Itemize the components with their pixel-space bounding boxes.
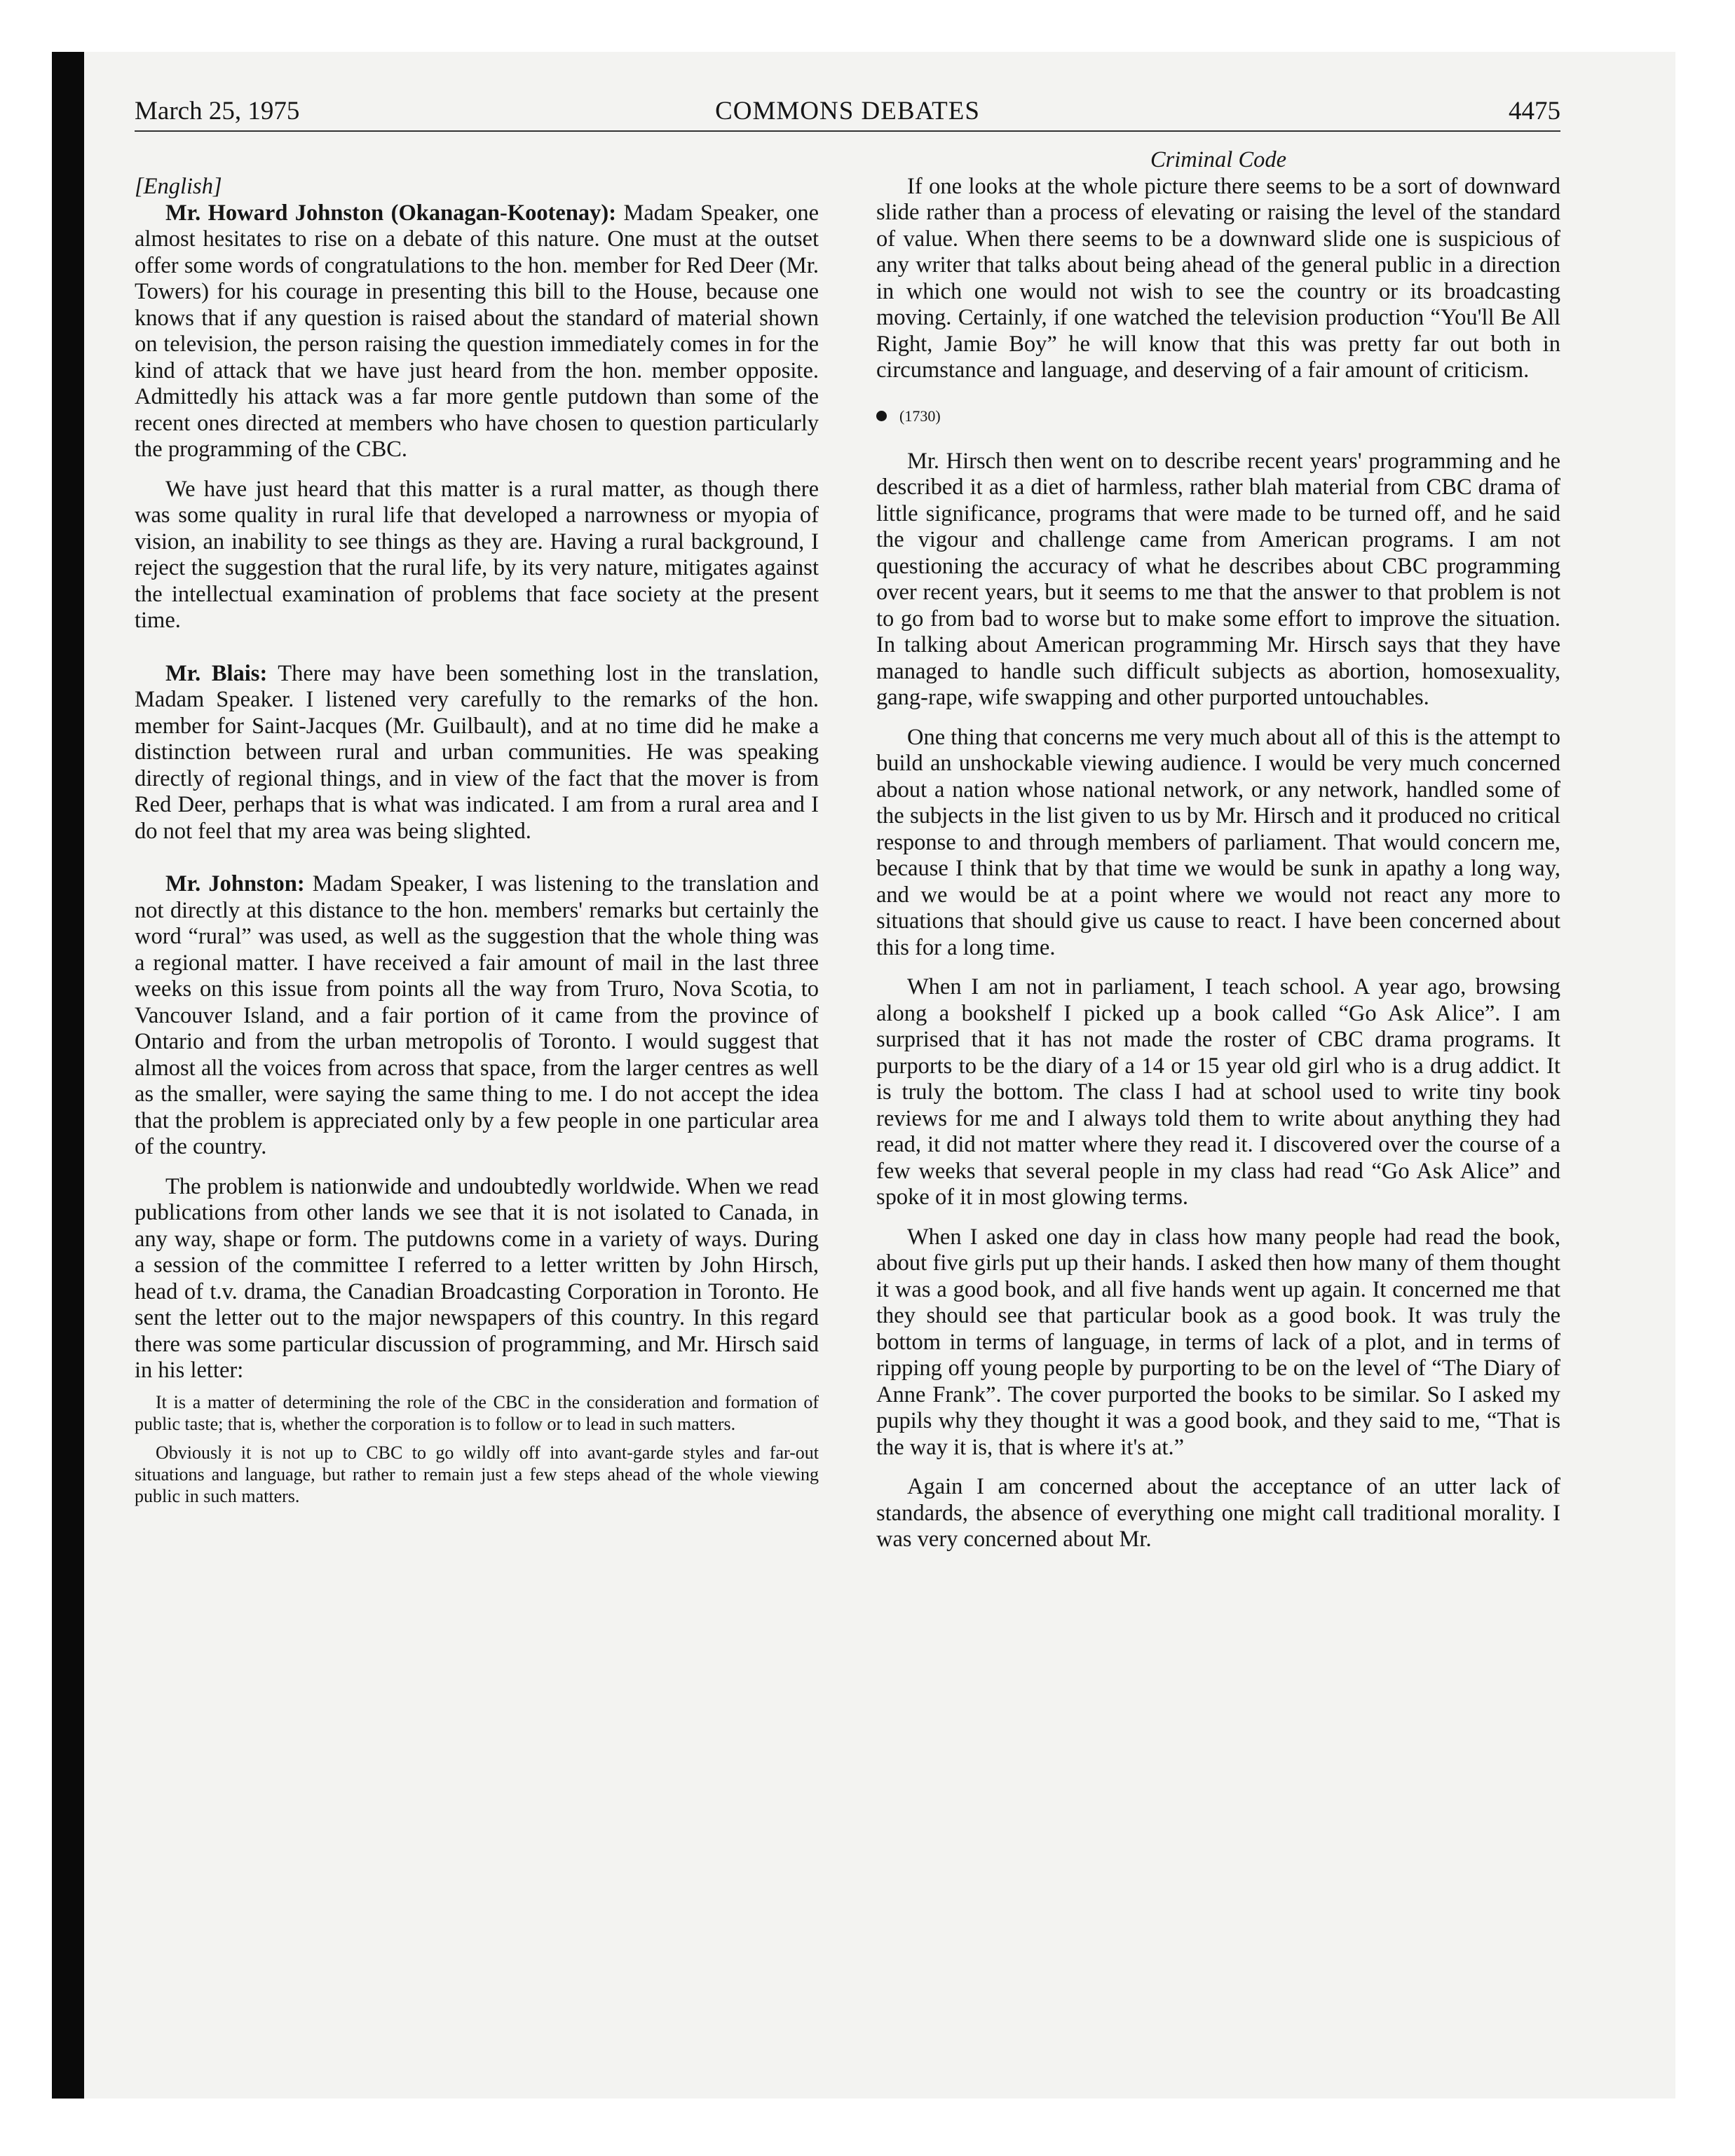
right-column	[876, 147, 1560, 1553]
paragraph-text: There may have been something lost in the translation, Madam Speaker. I listened very carefully to the remarks of the hon. member for Saint-Jacques (Mr. Guilbault), and at no time did he make a distinction between rural and urban communities. He was speaking directly of regional things, and in view of the fact that the mover is from Red Deer, perhaps that is what was indicated. I am from a rural area and I do not feel that my area was being slighted.	[135, 660, 819, 844]
language-marker: [English]	[135, 174, 222, 199]
paragraph	[135, 871, 819, 1161]
left-column	[135, 147, 819, 1507]
paragraph: We have just heard that this matter is a rural matter, as though there was some quality in rural life that developed a narrowness or myopia of vision, an inability to see things as they are. Having a rural background, I reject the suggestion that the rural life, by its very nature, mitigates against the intellectual examination of problems that face society at the present time.	[135, 476, 819, 633]
header-title: COMMONS DEBATES	[715, 97, 980, 125]
binding-edge	[52, 52, 84, 2099]
paragraph	[135, 200, 819, 463]
paragraph: The problem is nationwide and undoubtedly worldwide. When we read publications from other lands we see that it is not isolated to Canada, in any way, shape or form. The putdowns come in a variety of ways. During a session of the committee I referred to a letter written by John Hirsch, head of t.v. drama, the Canadian Broadcasting Corporation in Toronto. He sent the letter out to the major newspapers of this country. In this regard there was some particular discussion of programming, and Mr. Hirsch said in his letter:	[135, 1173, 819, 1383]
paragraph	[135, 661, 819, 845]
speaker-name: Mr. Blais:	[165, 660, 268, 686]
time-stamp-text: (1730)	[899, 407, 941, 425]
speaker-name: Mr. Johnston:	[165, 871, 305, 896]
paragraph-text: Madam Speaker, one almost hesitates to rise on a debate of this nature. One must at the outset offer some words of congratulations to the hon. member for Red Deer (Mr. Towers) for his courage in presenting this bill to the House, because one knows that if any question is raised about the standard of material shown on television, the person raising the question immediately comes in for the kind of attack that we have just heard from the hon. member opposite. Admittedly his attack was a far more gentle putdown than some of the recent ones directed at members who have chosen to question particularly the programming of the CBC.	[135, 200, 819, 462]
section-heading: Criminal Code	[1150, 147, 1287, 172]
paragraph-text: Madam Speaker, I was listening to the translation and not directly at this distance to the hon. members' remarks but certainly the word “rural” was used, as well as the suggestion that the whole thing was a regional matter. I have received a fair amount of mail in the last three weeks on this issue from points all the way from Truro, Nova Scotia, to Vancouver Island, and a fair portion of it came from the province of Ontario and from the urban metropolis of Toronto. I would suggest that almost all the voices from across that space, from the larger centres as well as the smaller, were saying the same thing to me. I do not accept the idea that the problem is appreciated only by a few people in one particular area of the country.	[135, 871, 819, 1159]
paragraph: Again I am concerned about the acceptance of an utter lack of standards, the absence of everything one might call traditional morality. I was very concerned about Mr.	[876, 1474, 1560, 1552]
paragraph: One thing that concerns me very much about all of this is the attempt to build an unshockable viewing audience. I would be very much concerned about a nation whose national network, or any network, handled some of the subjects in the list given to us by Mr. Hirsch and it produced no critical response to and through members of parliament. That would concern me, because I think that by that time we would be sunk in apathy a long way, and we would be at a point where we would not react any more to situations that should give us cause to react. I have been concerned about this for a long time.	[876, 724, 1560, 960]
bullet-icon	[876, 411, 887, 421]
paragraph: If one looks at the whole picture there seems to be a sort of downward slide rather than a process of elevating or raising the level of the standard of value. When there seems to be a downward slide one is suspicious of any writer that talks about being ahead of the general public in a direction in which one would not wish to see the country or its broadcasting moving. Certainly, if one watched the television production “You'll Be All Right, Jamie Boy” he will know that this was pretty far out both in circumstance and language, and deserving of a fair amount of criticism.	[876, 173, 1560, 383]
speaker-name: Mr. Howard Johnston (Okanagan-Kootenay):	[165, 200, 617, 226]
paragraph: Mr. Hirsch then went on to describe recent years' programming and he described it as a diet of harmless, rather blah material from CBC drama of little significance, programs that were made to be turned off, and he said the vigour and challenge came from American programs. I am not questioning the accuracy of what he describes about CBC programming over recent years, but it seems to me that the answer to that problem is not to go from bad to worse but to make some effort to improve the situation. In talking about American programming Mr. Hirsch says that they have managed to handle such difficult subjects as abortion, homosexuality, gang-rape, wife swapping and other purported untouchables.	[876, 448, 1560, 710]
page-header	[135, 95, 1560, 132]
header-date: March 25, 1975	[135, 97, 300, 125]
header-page-number: 4475	[1509, 97, 1560, 125]
time-stamp	[876, 405, 1560, 428]
block-quote: Obviously it is not up to CBC to go wildly off into avant-garde styles and far-out situations and language, but rather to remain just a few steps ahead of the whole viewing public in such matters.	[135, 1442, 819, 1506]
block-quote: It is a matter of determining the role of the CBC in the consideration and formation of public taste; that is, whether the corporation is to follow or to lead in such matters.	[135, 1391, 819, 1434]
paragraph: When I asked one day in class how many people had read the book, about five girls put up their hands. I asked then how many of them thought it was a good book, and all five hands went up again. It concerned me that they should see that particular book as a good book. It was truly the bottom in terms of language, in terms of lack of a plot, and in terms of ripping off young people by purporting to be on the level of “The Diary of Anne Frank”. The cover purported the books to be similar. So I asked my pupils why they thought it was a good book, and they said to me, “That is the way it is, that is where it's at.”	[876, 1224, 1560, 1460]
paragraph: When I am not in parliament, I teach school. A year ago, browsing along a bookshelf I picked up a book called “Go Ask Alice”. I am surprised that it has not made the roster of CBC drama programs. It purports to be the diary of a 14 or 15 year old girl who is a drug addict. It is truly the bottom. The class I had at school used to write tiny book reviews for me and I always told them to write about anything they had read, it did not matter where they read it. I discovered over the course of a few weeks that several people in my class had read “Go Ask Alice” and spoke of it in most glowing terms.	[876, 974, 1560, 1210]
